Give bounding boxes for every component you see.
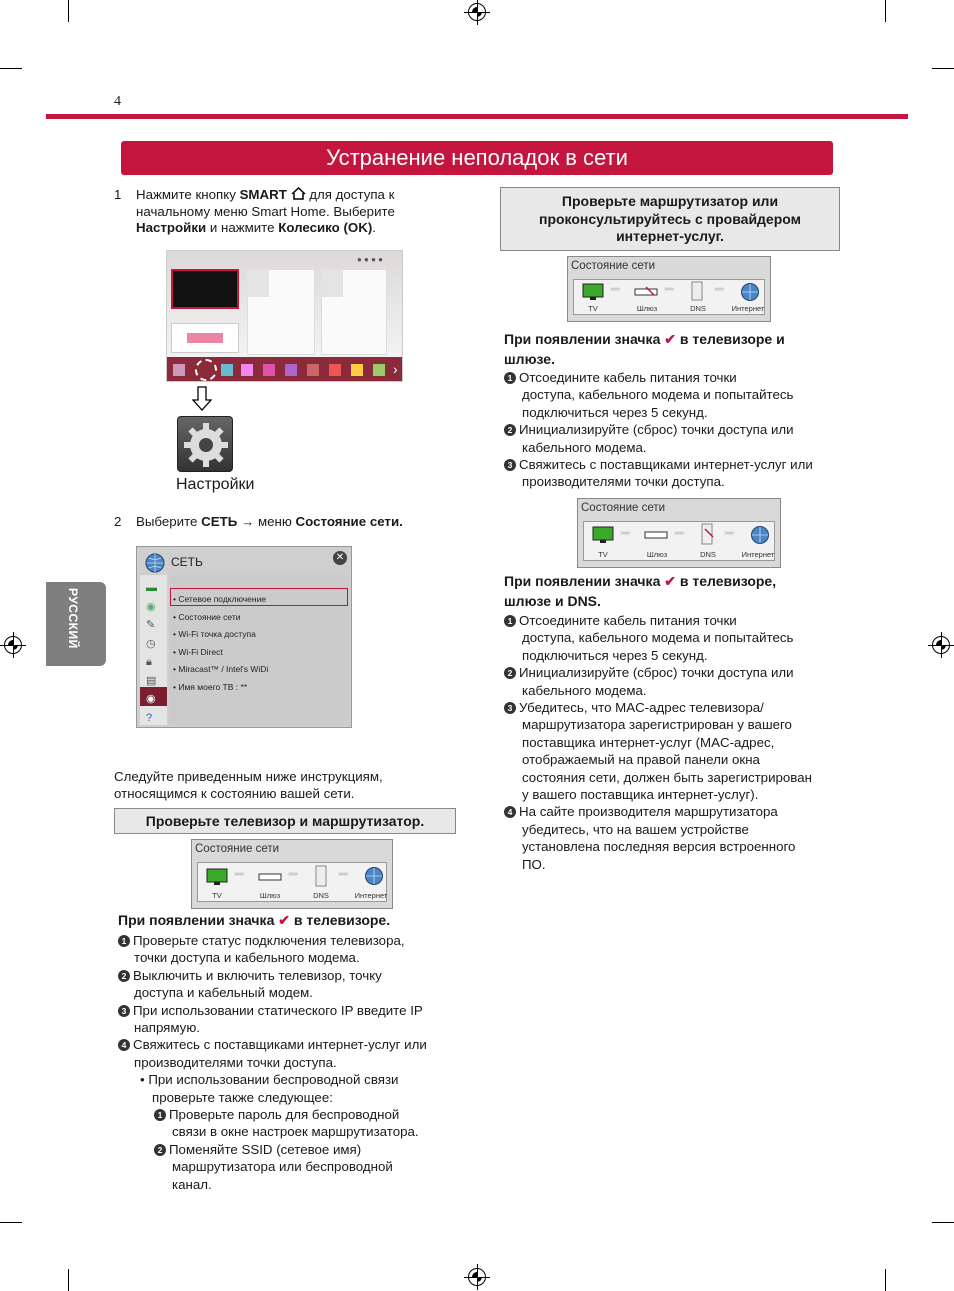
intro-line: относящимся к состоянию вашей сети. xyxy=(114,785,355,801)
checkmark-icon: ✔ xyxy=(664,573,676,589)
crop-mark xyxy=(0,1222,22,1223)
list-text: Выключить и включить телевизор, точку xyxy=(133,967,382,983)
list-text: у вашего поставщика интернет-услуг). xyxy=(522,787,759,803)
list-text: состояния сети, должен быть зарегистрирован xyxy=(522,769,812,785)
menu-item-label: Состояние сети xyxy=(178,611,241,622)
checkmark-icon: ✔ xyxy=(664,331,676,347)
number-badge: 2 xyxy=(504,424,516,436)
network-status-title: Состояние сети xyxy=(571,260,656,272)
step-2-text: → меню xyxy=(237,514,296,529)
network-term: СЕТЬ xyxy=(201,514,238,529)
menu-item[interactable]: • Состояние сети xyxy=(173,611,241,622)
dns-icon xyxy=(701,523,715,545)
menu-item[interactable]: • Wi-Fi точка доступа xyxy=(173,629,256,639)
menu-item[interactable]: • Miracast™ / Intel's WiDi xyxy=(173,664,269,674)
sub-list-item xyxy=(118,1106,458,1123)
number-badge: 4 xyxy=(118,1039,130,1051)
case-heading-text: в телевизоре. xyxy=(289,912,391,928)
network-status-widget: Состояние сети ››››››› ››››››› ››››››› TV Шлюз DNS Интернет xyxy=(191,839,393,909)
network-status-title: Состояние сети xyxy=(195,843,280,855)
crop-mark xyxy=(0,68,22,69)
list-item xyxy=(118,932,458,949)
globe-icon xyxy=(145,553,165,573)
tv-icon xyxy=(206,868,228,886)
home-icon xyxy=(291,187,306,200)
gateway-icon xyxy=(258,872,282,882)
crop-mark xyxy=(68,1269,69,1291)
intro-text xyxy=(114,769,383,802)
registration-mark-icon xyxy=(468,1268,486,1286)
list-text: поставщика интернет-услуг (MAC-адрес, xyxy=(522,734,775,750)
number-badge: 3 xyxy=(504,459,516,471)
list-text: кабельного модема. xyxy=(522,439,647,455)
network-status-widget: Состояние сети ››››››› ››››››› ››››››› TV Шлюз DNS Интернет xyxy=(577,498,781,568)
list-text: Отсоедините кабель питания точки xyxy=(519,613,737,628)
network-status-widget: Состояние сети ››››››› ››››››› ››››››› TV Шлюз DNS Интернет xyxy=(567,256,771,322)
number-badge: 1 xyxy=(504,615,516,627)
settings-term: Настройки xyxy=(136,220,207,235)
registration-mark-icon xyxy=(932,636,950,654)
list-text: ПО. xyxy=(522,856,546,872)
crop-mark xyxy=(885,1269,886,1291)
language-tab-label: РУССКИЙ xyxy=(66,588,80,649)
number-badge: 1 xyxy=(504,372,516,384)
list-text: При использовании статического IP введите IP xyxy=(133,1002,423,1018)
number-badge: 4 xyxy=(504,806,516,818)
menu-item-label: Miracast™ / Intel's WiDi xyxy=(178,664,269,674)
list-text: установлена последняя версия встроенного xyxy=(522,839,796,855)
internet-globe-icon xyxy=(740,282,760,302)
gear-icon xyxy=(177,416,233,472)
check-router-heading xyxy=(500,187,840,251)
list-text: отображаемый на правой панели окна xyxy=(522,752,760,768)
list-text: Свяжитесь с поставщиками интернет-услуг или xyxy=(519,457,813,473)
sub-list-item xyxy=(118,1141,458,1158)
list-text: напрямую. xyxy=(134,1020,200,1036)
header-rule xyxy=(46,114,908,119)
wheel-ok-term: Колесико (OK) xyxy=(278,220,373,235)
list-text: На сайте производителя маршрутизатора xyxy=(519,804,778,820)
page-title: Устранение неполадок в сети xyxy=(121,141,833,175)
case-heading-text: шлюзе. xyxy=(504,351,555,367)
list-text: связи в окне настроек маршрутизатора. xyxy=(172,1124,419,1140)
list-text: маршрутизатора или беспроводной xyxy=(172,1159,393,1175)
checkmark-icon: ✔ xyxy=(278,912,290,928)
heading-line: проконсультируйтесь с провайдером xyxy=(538,210,801,227)
menu-item[interactable]: • Wi-Fi Direct xyxy=(173,646,223,657)
list-text: Проверьте пароль для беспроводной xyxy=(169,1107,400,1123)
step-1-text: для доступа к xyxy=(305,187,395,202)
number-badge: 3 xyxy=(504,702,516,714)
internet-globe-icon xyxy=(750,525,770,545)
tv-icon xyxy=(592,526,614,544)
status-label-dns: DNS xyxy=(690,304,706,313)
status-label-dns: DNS xyxy=(700,550,716,559)
smart-home-screenshot: ● ● ● ● › xyxy=(166,250,403,382)
list-text: Отсоедините кабель питания точки xyxy=(519,370,737,385)
network-status-title: Состояние сети xyxy=(581,502,666,514)
number-badge: 2 xyxy=(118,970,130,982)
case-heading-text: При появлении значка xyxy=(504,331,665,347)
menu-item-label: Сетевое подключение xyxy=(178,594,267,604)
close-icon[interactable]: ✕ xyxy=(333,551,347,565)
menu-item-label: Имя моего ТВ : ** xyxy=(178,681,248,692)
menu-item-label: Wi-Fi Direct xyxy=(178,646,223,657)
number-badge: 3 xyxy=(118,1005,130,1017)
page-number: 4 xyxy=(114,94,121,109)
case-heading-text: в телевизоре, xyxy=(675,573,777,589)
list-item xyxy=(118,1002,458,1019)
list-item xyxy=(118,1036,458,1053)
list-text: производителями точки доступа. xyxy=(522,474,725,490)
list-item xyxy=(118,967,458,984)
list-text: Инициализируйте (сброс) точки доступа или xyxy=(519,665,794,681)
network-status-term: Состояние сети. xyxy=(295,514,403,529)
internet-globe-icon xyxy=(364,866,384,886)
list-text: подключиться через 5 секунд. xyxy=(522,404,708,420)
status-label-gateway: Шлюз xyxy=(646,550,668,559)
case-heading-tv-gateway xyxy=(504,329,844,369)
list-text: доступа, кабельного модема и попытайтесь xyxy=(522,387,794,403)
case-heading-text: При появлении значка xyxy=(118,912,279,928)
status-label-tv: TV xyxy=(598,550,608,559)
list-text: канал. xyxy=(172,1176,212,1192)
list-text: проверьте также следующее: xyxy=(152,1089,333,1105)
step-1-text: Нажмите кнопку xyxy=(136,187,240,202)
smart-key-label: SMART xyxy=(239,187,287,202)
case-heading-text: в телевизоре и xyxy=(675,331,785,347)
registration-mark-icon xyxy=(468,3,486,21)
list-text: Проверьте статус подключения телевизора, xyxy=(133,933,405,948)
network-menu-screenshot xyxy=(136,546,352,728)
bullet-item: • При использовании беспроводной связи xyxy=(140,1072,399,1088)
heading-line: Проверьте маршрутизатор или xyxy=(561,193,779,209)
status-label-internet: Интернет xyxy=(731,304,765,313)
list-text: подключиться через 5 секунд. xyxy=(522,647,708,663)
number-badge: 1 xyxy=(154,1109,166,1121)
crop-mark xyxy=(932,1222,954,1223)
intro-line: Следуйте приведенным ниже инструкциям, xyxy=(114,769,383,784)
list-text: Свяжитесь с поставщиками интернет-услуг или xyxy=(133,1037,427,1053)
check-tv-router-heading: Проверьте телевизор и маршрутизатор. xyxy=(114,808,456,834)
dns-icon xyxy=(315,865,327,887)
list-text: Поменяйте SSID (сетевое имя) xyxy=(169,1141,362,1157)
menu-item-label: Wi-Fi точка доступа xyxy=(178,629,256,639)
list-text: Инициализируйте (сброс) точки доступа или xyxy=(519,422,794,438)
list-text: доступа и кабельный модем. xyxy=(134,985,313,1001)
menu-item[interactable]: • Сетевое подключение xyxy=(173,594,267,604)
tv-check-list xyxy=(118,932,458,1193)
case-heading-tv-gateway-dns xyxy=(504,571,844,611)
number-badge: 1 xyxy=(118,935,130,947)
list-text: Убедитесь, что MAC-адрес телевизора/ xyxy=(519,700,764,716)
list-text: кабельного модема. xyxy=(522,682,647,698)
status-label-internet: Интернет xyxy=(741,550,775,559)
status-label-gateway: Шлюз xyxy=(259,891,281,900)
number-badge: 2 xyxy=(154,1144,166,1156)
case-heading-tv xyxy=(118,912,390,929)
gateway-icon xyxy=(644,530,668,540)
gateway-icon xyxy=(634,287,658,297)
status-label-dns: DNS xyxy=(313,891,329,900)
list-text: доступа, кабельного модема и попытайтесь xyxy=(522,630,794,646)
step-1-text: начальному меню Smart Home. Выберите xyxy=(136,203,395,219)
crop-mark xyxy=(68,0,69,22)
dns-icon xyxy=(691,281,703,301)
step-1-text: . xyxy=(372,220,376,235)
step-2-text: Выберите xyxy=(136,514,202,529)
step-1-number: 1 xyxy=(114,187,122,202)
network-menu-title: СЕТЬ xyxy=(171,555,203,569)
step-2-number: 2 xyxy=(114,514,122,529)
case-heading-text: При появлении значка xyxy=(504,573,665,589)
list-text: При использовании беспроводной связи xyxy=(148,1072,399,1088)
tv-icon xyxy=(582,283,604,301)
language-tab xyxy=(46,582,106,666)
gateway-check-list xyxy=(504,369,849,491)
status-label-gateway: Шлюз xyxy=(636,304,658,313)
number-badge: 2 xyxy=(504,667,516,679)
dns-check-list xyxy=(504,612,849,873)
list-text: маршрутизатора зарегистрирован у вашего xyxy=(522,717,792,733)
step-1-text: и нажмите xyxy=(206,220,279,235)
heading-line: интернет-услуг. xyxy=(616,228,724,244)
registration-mark-icon xyxy=(4,636,22,654)
menu-item[interactable]: • Имя моего ТВ : ** xyxy=(173,681,248,692)
status-label-tv: TV xyxy=(212,891,222,900)
crop-mark xyxy=(932,68,954,69)
status-label-tv: TV xyxy=(588,304,598,313)
arrow-down-icon xyxy=(192,386,212,412)
status-label-internet: Интернет xyxy=(354,891,388,900)
list-text: убедитесь, что на вашем устройстве xyxy=(522,821,749,837)
settings-label: Настройки xyxy=(176,476,255,493)
list-text: точки доступа и кабельного модема. xyxy=(134,950,360,966)
menu-side-icons: ▬ ◉ ✎ ◷ 🔒︎ ▤ ◉ ? xyxy=(146,582,157,724)
case-heading-text: шлюзе и DNS. xyxy=(504,593,601,609)
crop-mark xyxy=(885,0,886,22)
list-text: производителями точки доступа. xyxy=(134,1054,337,1070)
